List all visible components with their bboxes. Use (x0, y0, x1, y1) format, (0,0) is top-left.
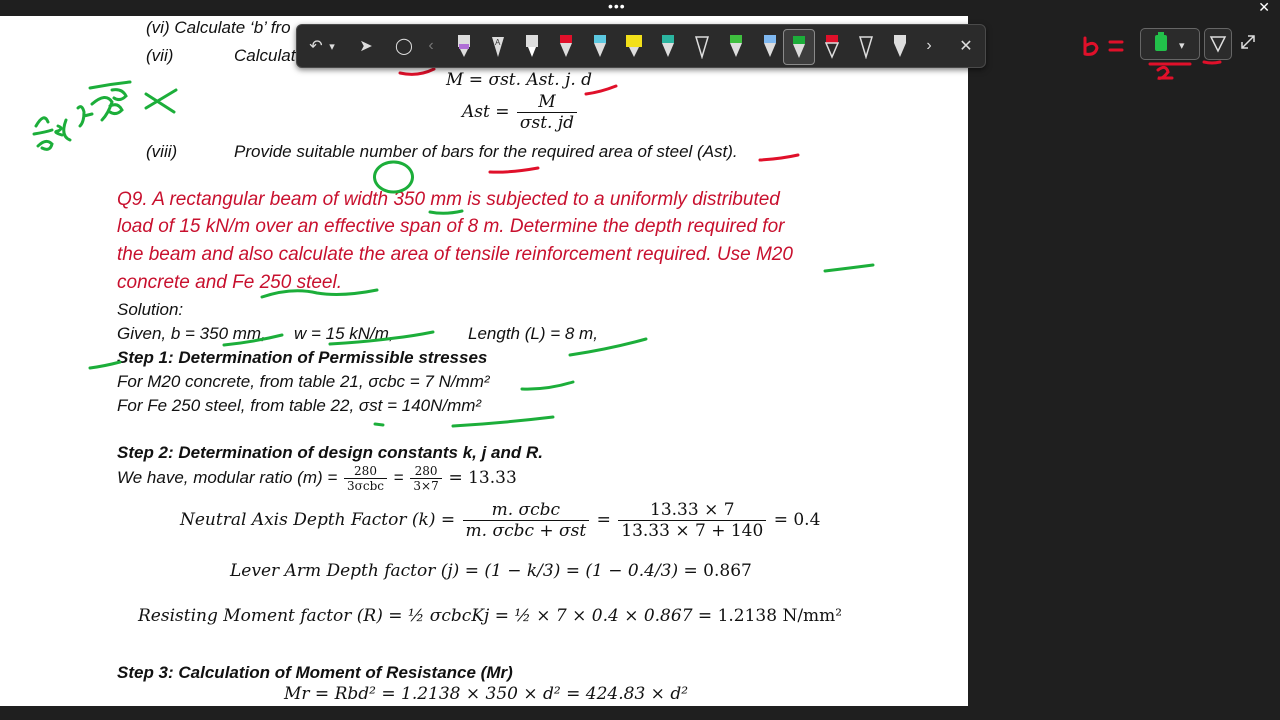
undo-dropdown-icon[interactable]: ▾ (329, 40, 335, 53)
question-9-line-2: load of 15 kN/m over an effective span of 8 m. Determine the depth required for (117, 216, 785, 237)
bottom-bar (0, 706, 1280, 720)
given-b: Given, b = 350 mm, (117, 324, 266, 343)
toolbar-close-button[interactable]: ✕ (959, 38, 973, 55)
pen-red-icon[interactable] (551, 29, 581, 63)
svg-text:A: A (495, 38, 501, 47)
highlighter-yellow-icon[interactable] (619, 29, 649, 63)
step-viii-text: Provide suitable number of bars for the required area of steel (Ast). (234, 142, 738, 161)
question-9-line-3: the beam and also calculate the area of tensile reinforcement required. Use M20 (117, 244, 793, 265)
pen-white-5-icon[interactable] (885, 29, 915, 63)
given-length: Length (L) = 8 m, (468, 324, 598, 343)
modular-ratio-equation: We have, modular ratio (m) = $\frac{280}{\text{3σcbc}}$ = $\frac{280}{3\times 7}$ = 13.33 (117, 464, 517, 493)
solution-label: Solution: (117, 300, 184, 319)
step-1-heading: Step 1: Determination of Permissible stresses (117, 348, 488, 367)
pen-settings-control[interactable] (1140, 28, 1200, 60)
pen-white-2-icon[interactable] (517, 29, 547, 63)
fe250-stress-line: For Fe 250 steel, from table 22, σst = 140N/mm² (117, 396, 482, 415)
window-close-button[interactable]: ✕ (1258, 0, 1270, 15)
question-9-line-4: concrete and Fe 250 steel. (117, 272, 342, 293)
ellipsis-icon[interactable]: ••• (608, 0, 626, 14)
ink-red-b (1085, 38, 1097, 54)
equation-ast: Ast = $\frac{M}{\text{σst. jd}}$ (462, 92, 579, 133)
pen-cyan-icon[interactable] (585, 29, 615, 63)
pen-battery-icon (1141, 29, 1199, 59)
pen-green-selected-icon[interactable] (783, 29, 815, 65)
expand-icon[interactable] (1238, 32, 1258, 52)
step-3-heading: Step 3: Calculation of Moment of Resistance (Mr) (117, 663, 513, 682)
pen-teal-icon[interactable] (653, 29, 683, 63)
equation-moment: M = σst. Ast. j. d (446, 70, 593, 90)
ruler-button[interactable] (1204, 28, 1232, 60)
moment-of-resistance-equation: Mr = Rbd² = 1.2138 × 350 × d² = 424.83 × d² (284, 684, 689, 704)
lasso-icon[interactable]: ◯ (395, 38, 413, 55)
resisting-moment-equation: Resisting Moment factor (R) = ½ σcbcKj = ½ × 7 × 0.4 × 0.867 = 1.2138 N/mm² (138, 606, 843, 626)
scroll-left-icon[interactable]: ‹ (428, 37, 434, 54)
pen-white-4-icon[interactable] (851, 29, 881, 63)
step-vi: (vi) Calculate ‘b’ fro (146, 18, 291, 37)
svg-text:▾: ▾ (1179, 39, 1185, 52)
given-w: w = 15 kN/m, (294, 324, 394, 343)
document-page[interactable] (0, 16, 968, 706)
pen-white-3-icon[interactable] (687, 29, 717, 63)
pen-lightblue-icon[interactable] (755, 29, 785, 63)
m20-stress-line: For M20 concrete, from table 21, σcbc = 7 N/mm² (117, 372, 490, 391)
step-viii-number: (viii) (146, 142, 178, 161)
lever-arm-equation: Lever Arm Depth factor (j) = (1 − k/3) = (1 − 0.4/3) = 0.867 (230, 561, 752, 581)
neutral-axis-equation: Neutral Axis Depth Factor (k) = $\frac{\text{m. σcbc}}{\text{m. σcbc + σst}}$ = $\frac{13.33 \times 7}{13.33 \times 7 + 140}$ = 0.4 (180, 500, 821, 541)
ruler-icon (1205, 29, 1231, 59)
pen-red-2-icon[interactable] (817, 29, 847, 63)
window-title-bar (0, 0, 1280, 16)
ink-red-fraction (1150, 62, 1220, 78)
step-vii-number: (vii) (146, 46, 174, 65)
undo-icon[interactable]: ↶ (309, 38, 323, 55)
ink-toolbar[interactable] (296, 24, 986, 68)
step-vii-text: Calculat (234, 46, 296, 65)
scroll-right-icon[interactable]: › (926, 37, 932, 54)
select-icon[interactable]: ➤ (359, 38, 373, 55)
step-2-heading: Step 2: Determination of design constants k, j and R. (117, 443, 544, 462)
pen-white-icon[interactable] (483, 29, 513, 63)
ink-red-equals (1110, 42, 1122, 50)
question-9-line-1: Q9. A rectangular beam of width 350 mm is subjected to a uniformly distributed (117, 189, 780, 210)
pen-violet-icon[interactable] (449, 29, 479, 63)
pen-green-icon[interactable] (721, 29, 751, 63)
